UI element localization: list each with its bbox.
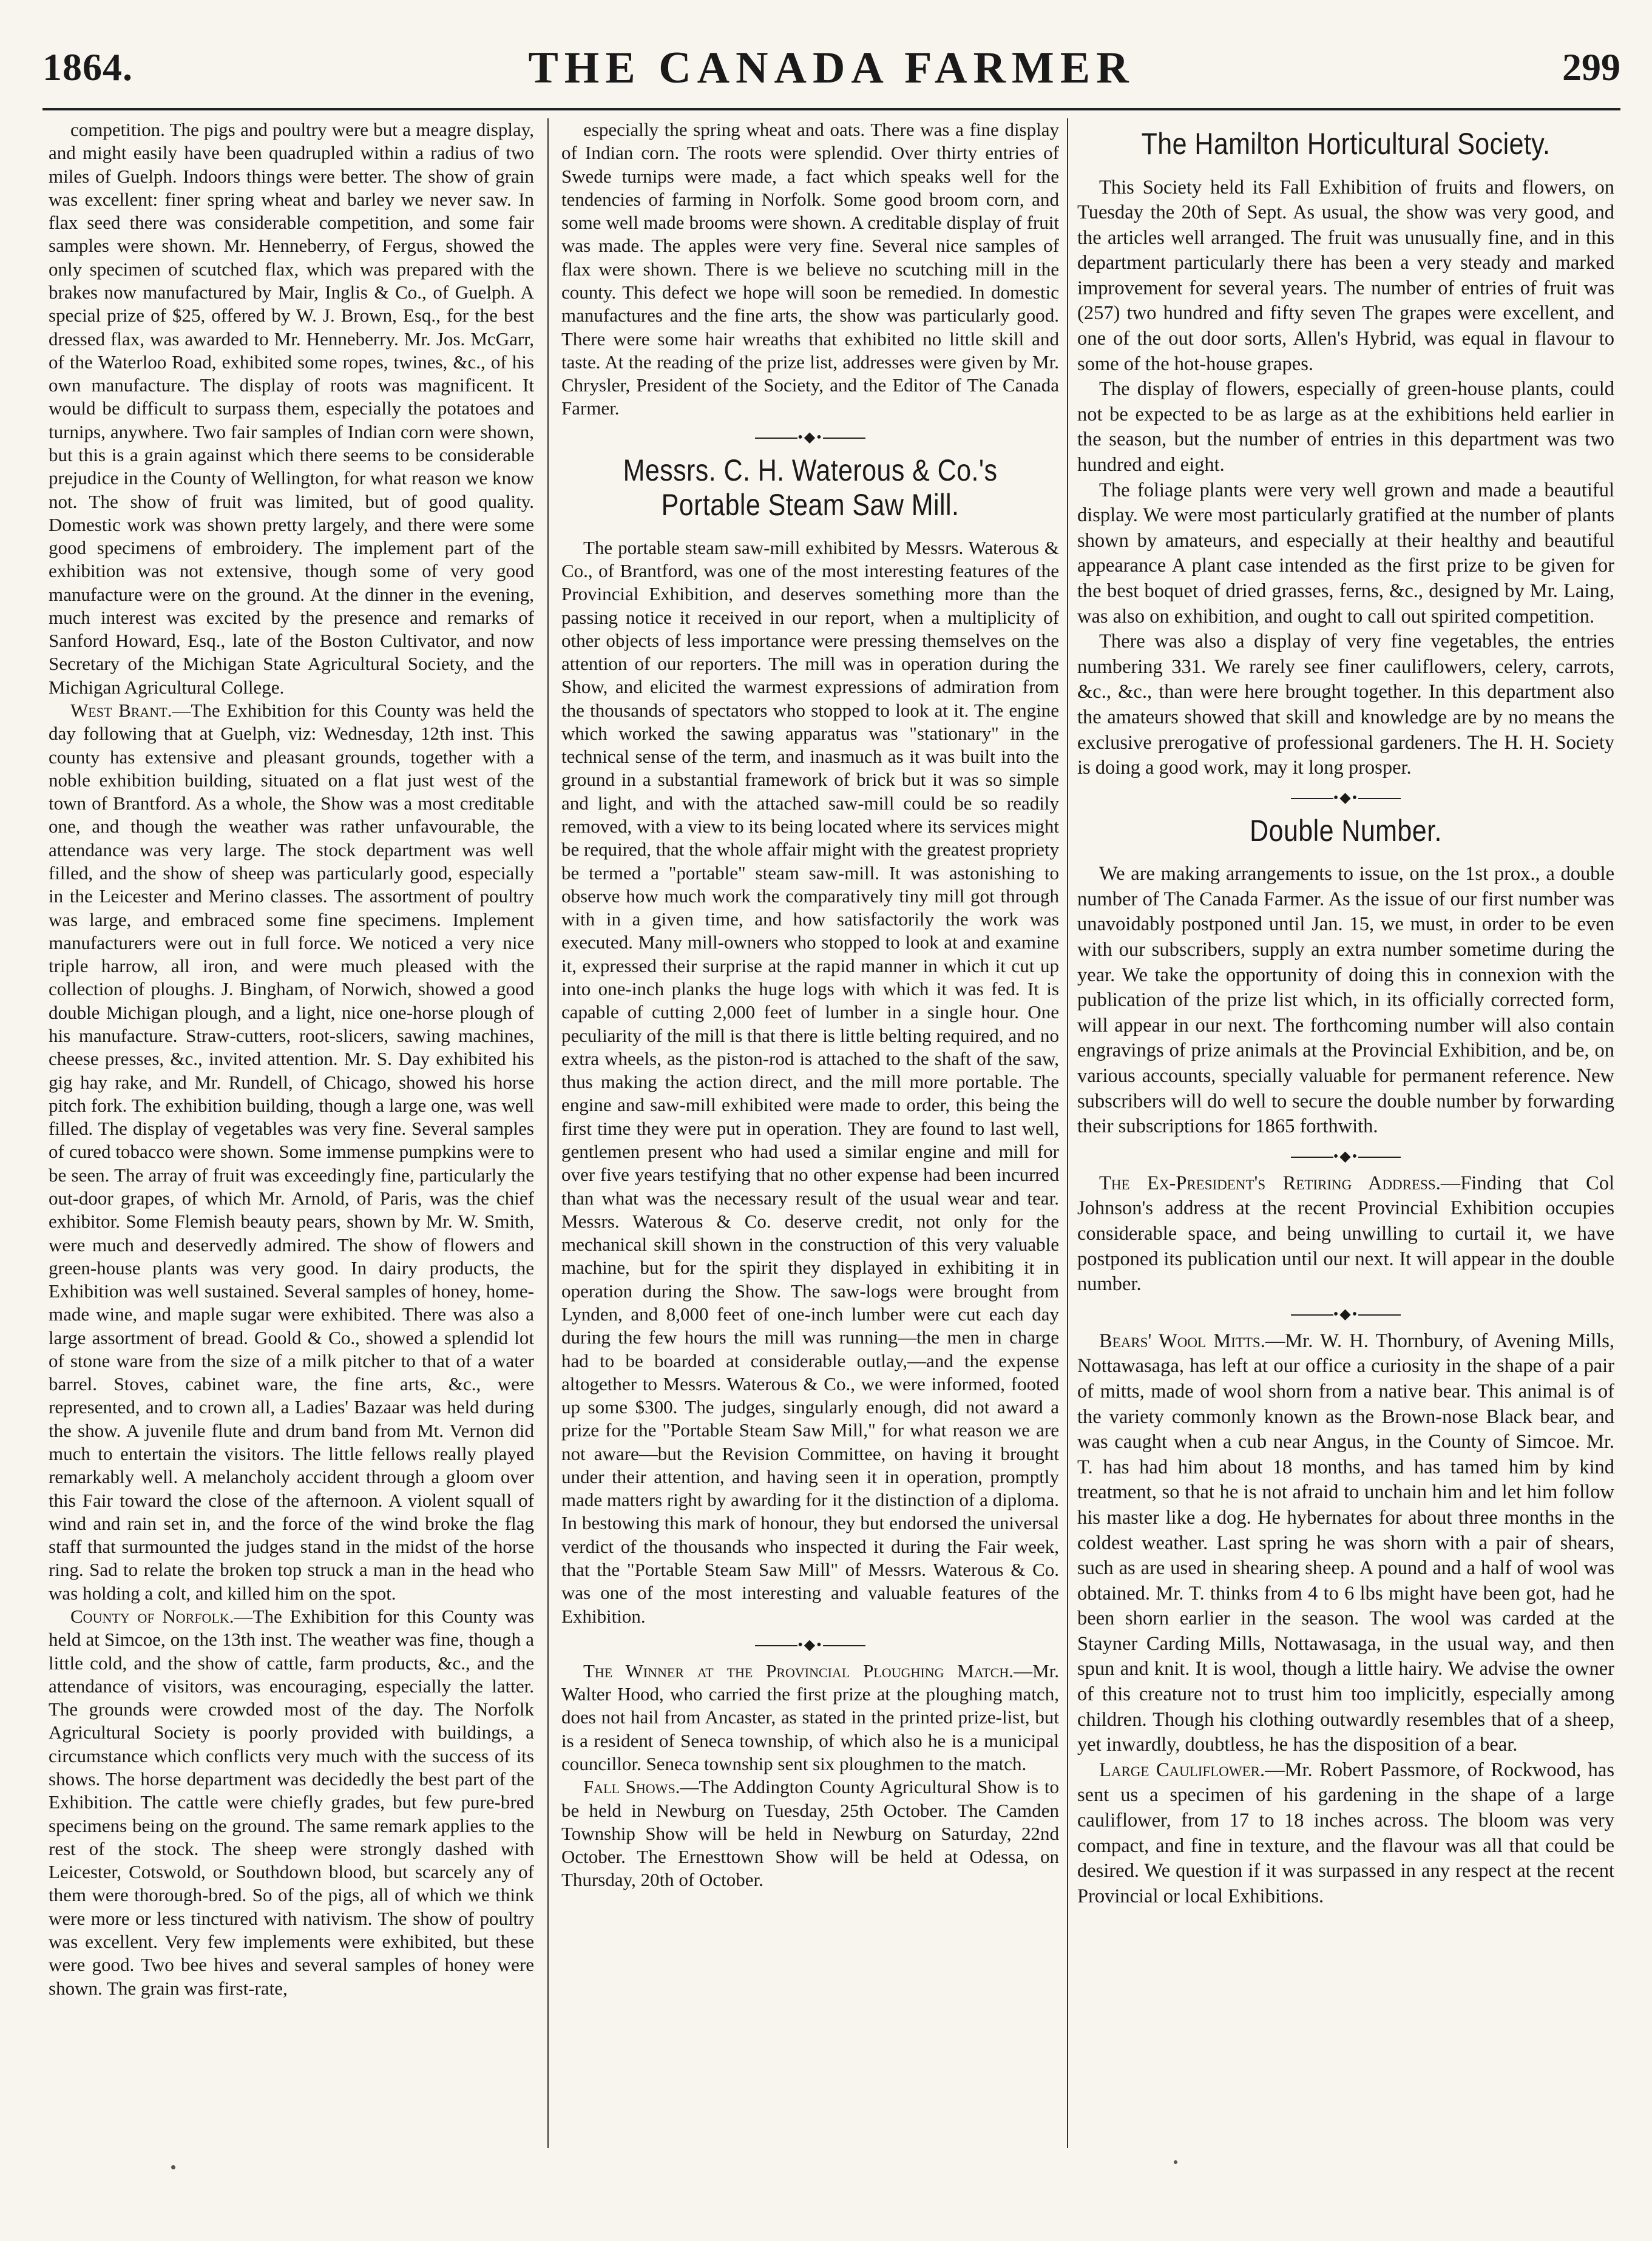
article-paragraph (561, 1776, 1059, 1891)
paragraph-body: —The Addington County Agricultural Show is to be held in Newburg on Tuesday, 25th October. The Camden Township Show will be held in Newburg on Saturday, 22nd October. The Ernesttown Show will be held at Odessa, on Thursday, 20th of October. (561, 1776, 1059, 1891)
paragraph-lead: Fall Shows. (583, 1776, 680, 1798)
article-paragraph (49, 1605, 534, 2000)
article-paragraph (49, 699, 534, 1605)
paragraph-body: —Mr. W. H. Thornbury, of Avening Mills, Nottawasaga, has left at our office a curiosity in the shape of a pair of mitts, made of wool shorn from a native bear. This animal is of the variety commonly known as the Brown-nose Black bear, and was caught when a cub near Angus, in the County of Simcoe. Mr. T. has had him about 18 months, and has tamed him by kind treatment, so that he is not afraid to unchain him and let him follow his master like a dog. He hybernates for about three months in the coldest weather. Last spring he was shorn with a pair of shears, such as are used in shearing sheep. A pound and a half of wool was obtained. Mr. T. thinks from 4 to 6 lbs might have been got, had he been shorn earlier in the season. The wool was carded at the Stayner Carding Mills, Nottawasaga, in the usual way, and then spun and knit. It is wool, though a little hairy. We advise the owner of this creature not to trust him too implicitly, especially among children. Though his clothing outwardly resembles that of a sheep, yet inwardly, doubtless, he has the disposition of a bear. (1077, 1330, 1614, 1756)
column-2 (561, 118, 1059, 2145)
article-paragraph: especially the spring wheat and oats. There was a fine display of Indian corn. The roots were splendid. Over thirty entries of Swede turnips were made, a fact which speaks well for the tendencies of farming in Norfolk. Some good broom corn, and some well made brooms were shown. A creditable display of fruit was made. The apples were very fine. Several nice samples of flax were shown. There is we believe no scutching mill in the county. This defect we hope will soon be remedied. In domestic manufactures and the fine arts, the show was particularly good. There were some hair wreaths that exhibited no little skill and taste. At the reading of the prize list, addresses were given by Mr. Chrysler, President of the Society, and the Editor of The Canada Farmer. (561, 119, 1059, 419)
column-rule (547, 118, 549, 2148)
issue-year: 1864. (42, 46, 133, 89)
article-paragraph (1077, 1329, 1614, 1758)
article-heading: The Hamilton Horticultural Society. (1141, 127, 1551, 161)
article-paragraph: The display of flowers, especially of green-house plants, could not be expected to be as large as at the exhibitions held earlier in the season, but the number of entries in this department was two hundred and eight. (1077, 378, 1614, 476)
section-divider: •◆• (1077, 1149, 1614, 1164)
page-number: 299 (1562, 46, 1620, 89)
newspaper-title: THE CANADA FARMER (528, 43, 1135, 93)
article-paragraph: This Society held its Fall Exhibition of fruits and flowers, on Tuesday the 20th of Sept. As usual, the show was very good, and the articles well arranged. The fruit was unusually fine, and in this department particularly there has been a very steady and marked improvement for several years. The number of entries of fruit was (257) two hundred and fifty seven The grapes were excellent, and one of the out door sorts, Allen's Hybrid, was equal in flavour to some of the hot-house grapes. (1077, 176, 1614, 375)
ink-speck (171, 2165, 175, 2169)
paragraph-lead: The Winner at the Provincial Ploughing Match. (583, 1660, 1014, 1682)
paragraph-lead: Bears' Wool Mitts. (1099, 1330, 1265, 1352)
masthead-rule (42, 108, 1620, 110)
article-paragraph: There was also a display of very fine vegetables, the entries numbering 331. We rarely see finer cauliflowers, celery, carrots, &c., &c., than were here brought together. In this department also the amateurs showed that skill and knowledge are by no means the exclusive prerogative of professional gardeners. The H. H. Society is doing a good work, may it long prosper. (1077, 630, 1614, 779)
section-divider: •◆• (561, 1638, 1059, 1652)
masthead (42, 36, 1620, 109)
section-divider: •◆• (1077, 1307, 1614, 1322)
paragraph-body: —Mr. Robert Passmore, of Rockwood, has sent us a specimen of his gardening in the shape of a large cauliflower, from 17 to 18 inches across. The bloom was very compact, and fine in texture, and the flavour was all that could be desired. We question if it was surpassed in any respect at the recent Provincial or local Exhibitions. (1077, 1759, 1614, 1907)
paragraph-lead: County of Norfolk. (70, 1606, 234, 1627)
article-paragraph (1077, 1758, 1614, 1910)
column-rule (1067, 118, 1068, 2148)
section-divider: •◆• (1077, 791, 1614, 805)
paragraph-lead: The Ex-President's Retiring Address. (1099, 1172, 1441, 1194)
article-paragraph (1077, 1171, 1614, 1297)
article-heading: Messrs. C. H. Waterous & Co.'s Portable Steam Saw Mill. (623, 453, 998, 522)
paragraph-lead: Large Cauliflower. (1099, 1759, 1265, 1781)
article-paragraph: We are making arrangements to issue, on the 1st prox., a double number of The Canada Farmer. As the issue of our first number was unavoidably postponed until Jan. 15, we must, in order to be even with our subscribers, supply an extra number sometime during the year. We take the opportunity of doing this in connexion with the publication of the prize list which, in its officially corrected form, will appear in our next. The forthcoming number will also contain engravings of prize animals at the Provincial Exhibition, and be, on various accounts, specially valuable for permanent reference. New subscribers will do well to secure the double number by forwarding their subscriptions for 1865 forthwith. (1077, 863, 1614, 1138)
section-divider: •◆• (561, 430, 1059, 445)
article-paragraph: The portable steam saw-mill exhibited by Messrs. Waterous & Co., of Brantford, was one of the most interesting features of the Provincial Exhibition, and deserves something more than the passing notice it received in our report, when a multiplicity of other objects of less importance were pressing themselves on the attention of our reporters. The mill was in operation during the Show, and elicited the warmest expressions of admiration from the thousands of spectators who stopped to look at it. The engine which worked the sawing apparatus was "stationary" in the technical sense of the term, and inasmuch as it was built into the ground in a substantial framework of brick but it was so simple and light, and with the attached saw-mill could be so readily removed, with a view to its being located where its services might be required, that the whole affair might with the greatest propriety be termed a "portable" steam saw-mill. It was astonishing to observe how much work the comparatively tiny mill got through with in a given time, and how satisfactorily the work was executed. Many mill-owners who stopped to look at and examine it, expressed their surprise at the rapid manner in which it cut up into one-inch planks the huge logs with which it was fed. It is capable of cutting 2,000 feet of lumber in a single hour. One peculiarity of the mill is that there is little belting required, and no extra wheels, as the piston-rod is attached to the shaft of the saw, thus making the action direct, and the mill more portable. The engine and saw-mill exhibited were made to order, this being the first time they were put in operation. They are found to last well, gentlemen present who had used a similar engine and mill for over five years testifying that no other expense had been incurred than what was the necessary result of the usual wear and tear. Messrs. Waterous & Co. deserve credit, not only for the mechanical skill shown in the construction of this very valuable machine, but for the spirit they displayed in exhibiting it in operation during the Show. The saw-logs were brought from Lynden, and 8,000 feet of one-inch lumber were cut each day during the few hours the mill was running—the men in charge had to be boarded at considerable outlay,—and the expense altogether to Messrs. Waterous & Co., we were informed, footed up some $300. The judges, singularly enough, did not award a prize for the "Portable Steam Saw Mill," for what reason we are not aware—but the Revision Committee, on having it brought under their attention, and having seen it in operation, promptly made matters right by awarding for it the distinction of a diploma. In bestowing this mark of honour, they but endorsed the universal verdict of the thousands who inspected it during the Fair week, that the "Portable Steam Saw Mill" of Messrs. Waterous & Co. was one of the most interesting and valuable features of the Exhibition. (561, 536, 1059, 1627)
article-heading: Double Number. (1250, 813, 1442, 848)
paragraph-body: —Finding that Col Johnson's address at the recent Provincial Exhibition occupies considerable space, and being unwilling to curtail it, we have postponed its publication until our next. It will appear in the double number. (1077, 1172, 1614, 1296)
ink-speck (1174, 2160, 1177, 2164)
article-paragraph: competition. The pigs and poultry were but a meagre display, and might easily have been quadrupled within a radius of two miles of Guelph. Indoors things were better. The show of grain was excellent: finer spring wheat and barley we never saw. In flax seed there was considerable competition, and some fair samples were shown. Mr. Henneberry, of Fergus, showed the only specimen of scutched flax, which was prepared with the brakes now manufactured by Mair, Inglis & Co., of Guelph. A special prize of $25, offered by W. J. Brown, Esq., for the best dressed flax, was awarded to Mr. Henneberry. Mr. Jos. McGarr, of the Waterloo Road, exhibited some ropes, twines, &c., of his own manufacture. The display of roots was magnificent. It would be difficult to surpass them, especially the potatoes and turnips, anywhere. Two fair samples of Indian corn were shown, but this is a grain against which there seems to be considerable prejudice in the County of Wellington, for what reason we know not. The show of fruit was limited, but of good quality. Domestic work was shown pretty largely, and there were some good specimens of embroidery. The implement part of the exhibition was not extensive, though some of very good manufacture were on the ground. At the dinner in the evening, much interest was excited by the presence and remarks of Sanford Howard, Esq., late of the Boston Cultivator, and now Secretary of the Michigan State Agricultural Society, and the Michigan Agricultural College. (49, 119, 534, 698)
paragraph-body: —The Exhibition for this County was held the day following that at Guelph, viz: Wednesday, 12th inst. This county has extensive and pleasant grounds, together with a noble exhibition building, situated on a flat just west of the town of Brantford. As a whole, the Show was a most creditable one, and though the weather was rather unfavourable, the attendance was very large. The stock department was well filled, and the show of sheep was particularly good, especially in the Leicester and Merino classes. The assortment of poultry was large, and embraced some fine specimens. Implement manufacturers were out in full force. We noticed a very nice triple harrow, all iron, and were much pleased with the collection of ploughs. J. Bingham, of Norwich, showed a good double Michigan plough, and a light, nice one-horse plough of his manufacture. Straw-cutters, root-slicers, sawing machines, cheese presses, &c., invited attention. Mr. S. Day exhibited his gig hay rake, and Mr. Rundell, of Chicago, showed his horse pitch fork. The exhibition building, though a large one, was well filled. The display of vegetables was very fine. Several samples of cured tobacco were shown. Some immense pumpkins were to be seen. The array of fruit was exceedingly fine, particularly the out-door grapes, of which Mr. Arnold, of Paris, was the chief exhibitor. Some Flemish beauty pears, shown by Mr. W. Smith, were much and deservedly admired. The show of flowers and green-house plants was very good. In dairy products, the Exhibition was well sustained. Several samples of honey, home-made wine, and maple sugar were exhibited. There was also a large assortment of bread. Goold & Co., showed a splendid lot of stone ware from the size of a milk pitcher to that of a water barrel. Stoves, cabinet ware, the fine arts, &c., were represented, and to crown all, a Ladies' Bazaar was held during the show. A juvenile flute and drum band from Mt. Vernon did much to entertain the visitors. The little fellows really played remarkably well. A melancholy accident through a gloom over this Fair toward the close of the afternoon. A violent squall of wind and rain set in, and the force of the wind broke the flag staff that surmounted the judges stand in the midst of the horse ring. Sad to relate the broken top struck a man in the head who was holding a colt, and killed him on the spot. (49, 700, 534, 1604)
paragraph-body: —The Exhibition for this County was held at Simcoe, on the 13th inst. The weather was fine, though a little cold, and the show of cattle, farm products, &c., and the attendance of visitors, was encouraging, especially the latter. The grounds were crowded most of the day. The Norfolk Agricultural Society is poorly provided with buildings, a circumstance which conflicts very much with the success of its shows. The horse department was decidedly the best part of the Exhibition. The cattle were chiefly grades, but few pure-bred specimens being on the ground. The same remark applies to the rest of the stock. The sheep were strongly dashed with Leicester, Cotswold, or Southdown blood, but scarcely any of them were thorough-bred. So of the pigs, all of which we think were more or less tinctured with nativism. The show of poultry was excellent. Very few implements were exhibited, but these were good. Two bee hives and several samples of honey were shown. The grain was first-rate, (49, 1606, 534, 1999)
column-1 (49, 118, 534, 2145)
article-paragraph: The foliage plants were very well grown and made a beautiful display. We were most particularly gratified at the number of plants shown by amateurs, and especially at their healthy and beautiful appearance A plant case intended as the first prize to be given for the best boquet of dried grasses, ferns, &c., designed by Mr. Laing, was also on exhibition, and ought to call out spirited competition. (1077, 479, 1614, 627)
paragraph-body: —Mr. Walter Hood, who carried the first prize at the ploughing match, does not hail from Ancaster, as stated in the printed prize-list, but is a resident of Seneca township, of which also he is a municipal councillor. Seneca township sent six ploughmen to the match. (561, 1660, 1059, 1774)
column-3 (1077, 118, 1614, 2145)
article-paragraph (561, 1660, 1059, 1776)
paragraph-lead: West Brant. (70, 700, 172, 722)
